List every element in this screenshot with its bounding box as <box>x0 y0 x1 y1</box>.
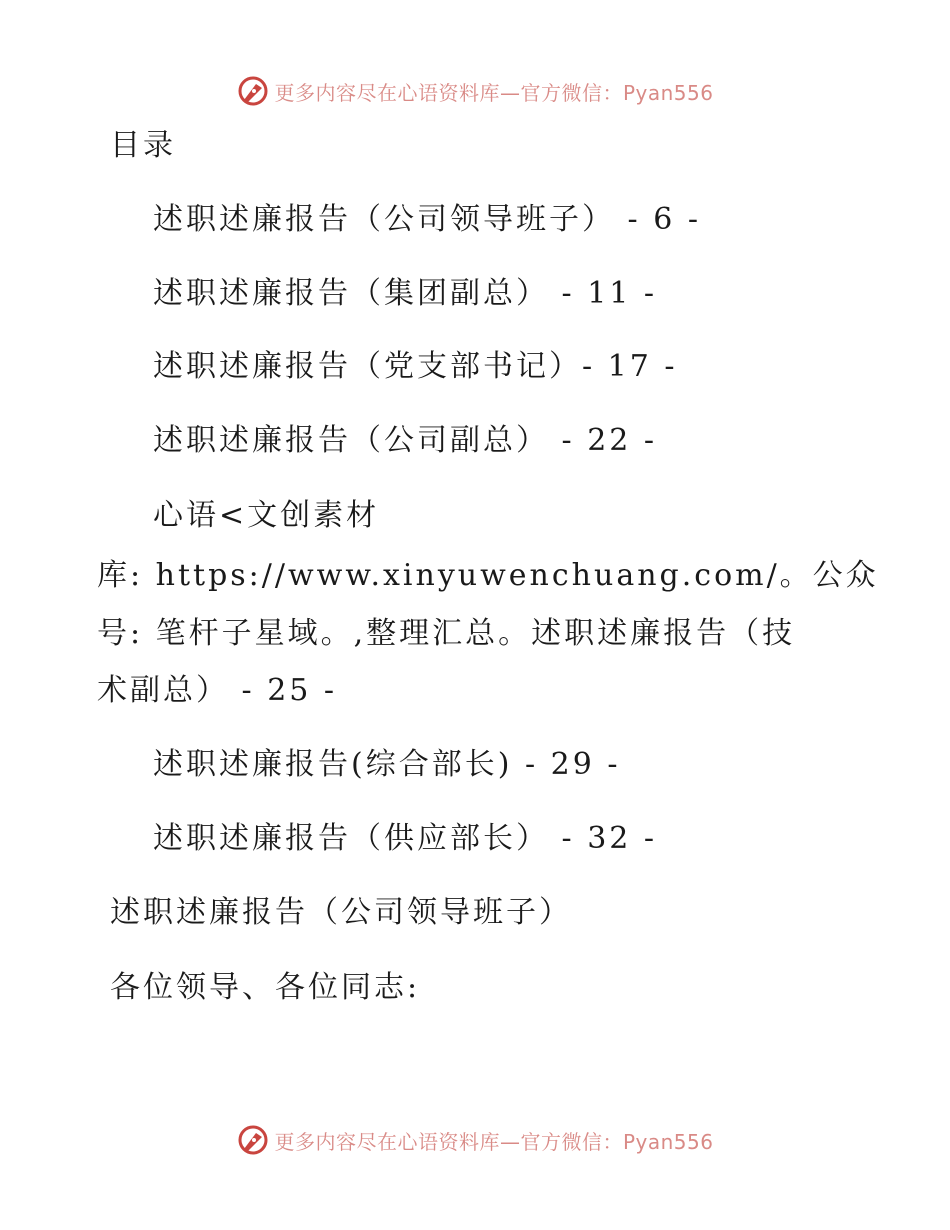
toc-entry-wrapped-line: 号: 笔杆子星域。,整理汇总。述职述廉报告（技 <box>97 616 796 651</box>
watermark-text: 更多内容尽在心语资料库—官方微信：Pyan556 <box>274 80 714 105</box>
watermark-text: 更多内容尽在心语资料库—官方微信：Pyan556 <box>274 1129 714 1154</box>
salutation: 各位领导、各位同志: <box>110 970 421 1005</box>
report-title: 述职述廉报告（公司领导班子） <box>110 895 572 930</box>
watermark-banner-top <box>0 71 950 111</box>
toc-entry[interactable]: 述职述廉报告（公司副总） - 22 - <box>153 423 658 458</box>
toc-entry-wrapped-line: 术副总） - 25 - <box>97 673 338 708</box>
toc-entry[interactable]: 述职述廉报告（供应部长） - 32 - <box>153 821 658 856</box>
toc-entry[interactable]: 述职述廉报告（党支部书记）- 17 - <box>153 349 678 384</box>
watermark-banner-bottom <box>0 1120 950 1160</box>
toc-heading: 目录 <box>110 128 176 163</box>
toc-entry[interactable]: 述职述廉报告(综合部长) - 29 - <box>153 747 621 782</box>
pen-nib-icon <box>236 74 270 108</box>
toc-entry-wrapped-line: 库: https://www.xinyuwenchuang.com/。公众 <box>97 558 879 593</box>
toc-entry[interactable]: 述职述廉报告（公司领导班子） - 6 - <box>153 202 701 237</box>
pen-nib-icon <box>236 1123 270 1157</box>
toc-entry[interactable]: 心语<文创素材 <box>153 498 380 533</box>
toc-entry[interactable]: 述职述廉报告（集团副总） - 11 - <box>153 276 658 311</box>
